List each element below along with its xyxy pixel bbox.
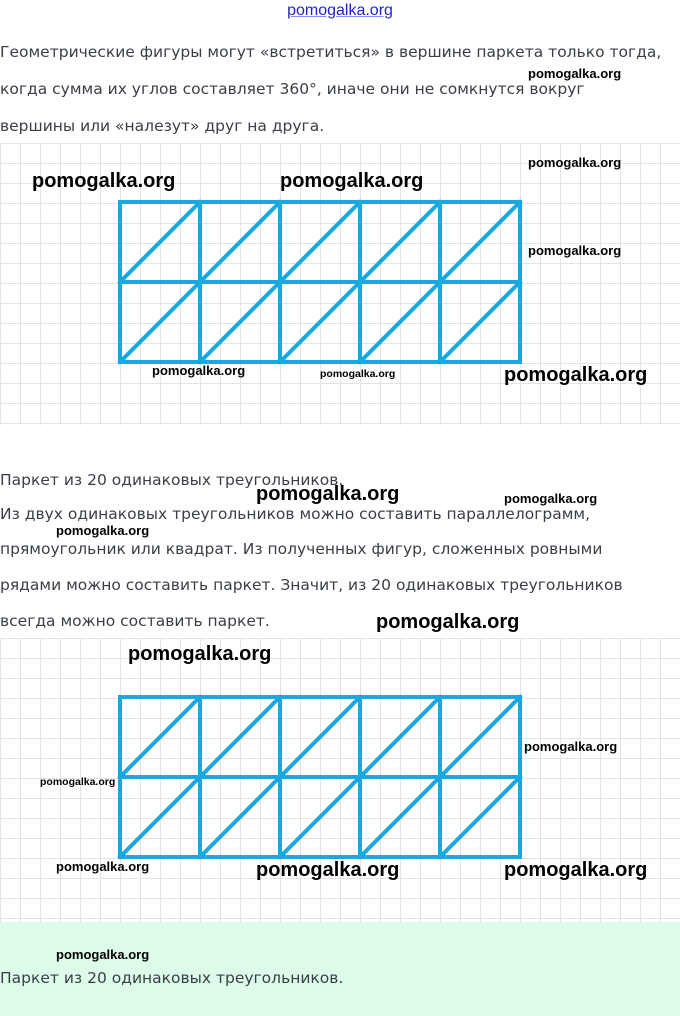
- explanation-line-4: всегда можно составить паркет.: [0, 612, 270, 630]
- watermark: pomogalka.org: [528, 155, 622, 170]
- parquet-tiles-1: [120, 202, 520, 362]
- triangle-diagonal: [280, 282, 360, 362]
- triangle-diagonal: [200, 697, 280, 777]
- watermark: pomogalka.org: [40, 776, 116, 788]
- intro-line-1: Геометрические фигуры могут «встретиться» в вершине паркета только тогда,: [0, 43, 662, 61]
- watermark: pomogalka.org: [376, 611, 520, 633]
- watermark: pomogalka.org: [504, 859, 648, 881]
- triangle-diagonal: [440, 282, 520, 362]
- watermark: pomogalka.org: [524, 739, 618, 754]
- watermark: pomogalka.org: [56, 523, 150, 538]
- answer-text: Паркет из 20 одинаковых треугольников.: [0, 969, 344, 987]
- triangle-diagonal: [440, 202, 520, 282]
- caption-1: Паркет из 20 одинаковых треугольников.: [0, 471, 344, 489]
- watermark: pomogalka.org: [152, 363, 246, 378]
- intro-line-3: вершины или «налезут» друг на друга.: [0, 117, 325, 135]
- watermark: pomogalka.org: [256, 483, 400, 505]
- triangle-diagonal: [200, 777, 280, 857]
- watermark: pomogalka.org: [528, 243, 622, 258]
- triangle-diagonal: [200, 202, 280, 282]
- triangle-diagonal: [360, 282, 440, 362]
- watermark: pomogalka.org: [32, 170, 176, 192]
- watermark: pomogalka.org: [256, 859, 400, 881]
- watermark: pomogalka.org: [504, 364, 648, 386]
- triangle-diagonal: [440, 777, 520, 857]
- header-watermark-link[interactable]: pomogalka.org: [287, 2, 393, 19]
- triangle-diagonal: [120, 777, 200, 857]
- watermark: pomogalka.org: [56, 947, 150, 962]
- answer-box: [0, 922, 680, 1016]
- triangle-diagonal: [280, 777, 360, 857]
- triangle-diagonal: [360, 777, 440, 857]
- watermark: pomogalka.org: [280, 170, 424, 192]
- watermark: pomogalka.org: [504, 491, 598, 506]
- triangle-diagonal: [120, 282, 200, 362]
- triangle-diagonal: [360, 202, 440, 282]
- triangle-diagonal: [360, 697, 440, 777]
- explanation-line-2: прямоугольник или квадрат. Из полученных фигур, сложенных ровными: [0, 540, 603, 558]
- intro-line-2: когда сумма их углов составляет 360°, иначе они не сомкнутся вокруг: [0, 80, 585, 98]
- watermark: pomogalka.org: [528, 66, 622, 81]
- triangle-diagonal: [120, 202, 200, 282]
- triangle-diagonal: [280, 202, 360, 282]
- triangle-diagonal: [200, 282, 280, 362]
- parquet-tiles-2: [120, 697, 520, 857]
- triangle-diagonal: [280, 697, 360, 777]
- triangle-diagonal: [440, 697, 520, 777]
- watermark: pomogalka.org: [56, 859, 150, 874]
- triangle-diagonal: [120, 697, 200, 777]
- watermark: pomogalka.org: [128, 643, 272, 665]
- watermark: pomogalka.org: [320, 368, 396, 380]
- explanation-line-1: Из двух одинаковых треугольников можно составить параллелограмм,: [0, 505, 591, 523]
- explanation-line-3: рядами можно составить паркет. Значит, из 20 одинаковых треугольников: [0, 576, 623, 594]
